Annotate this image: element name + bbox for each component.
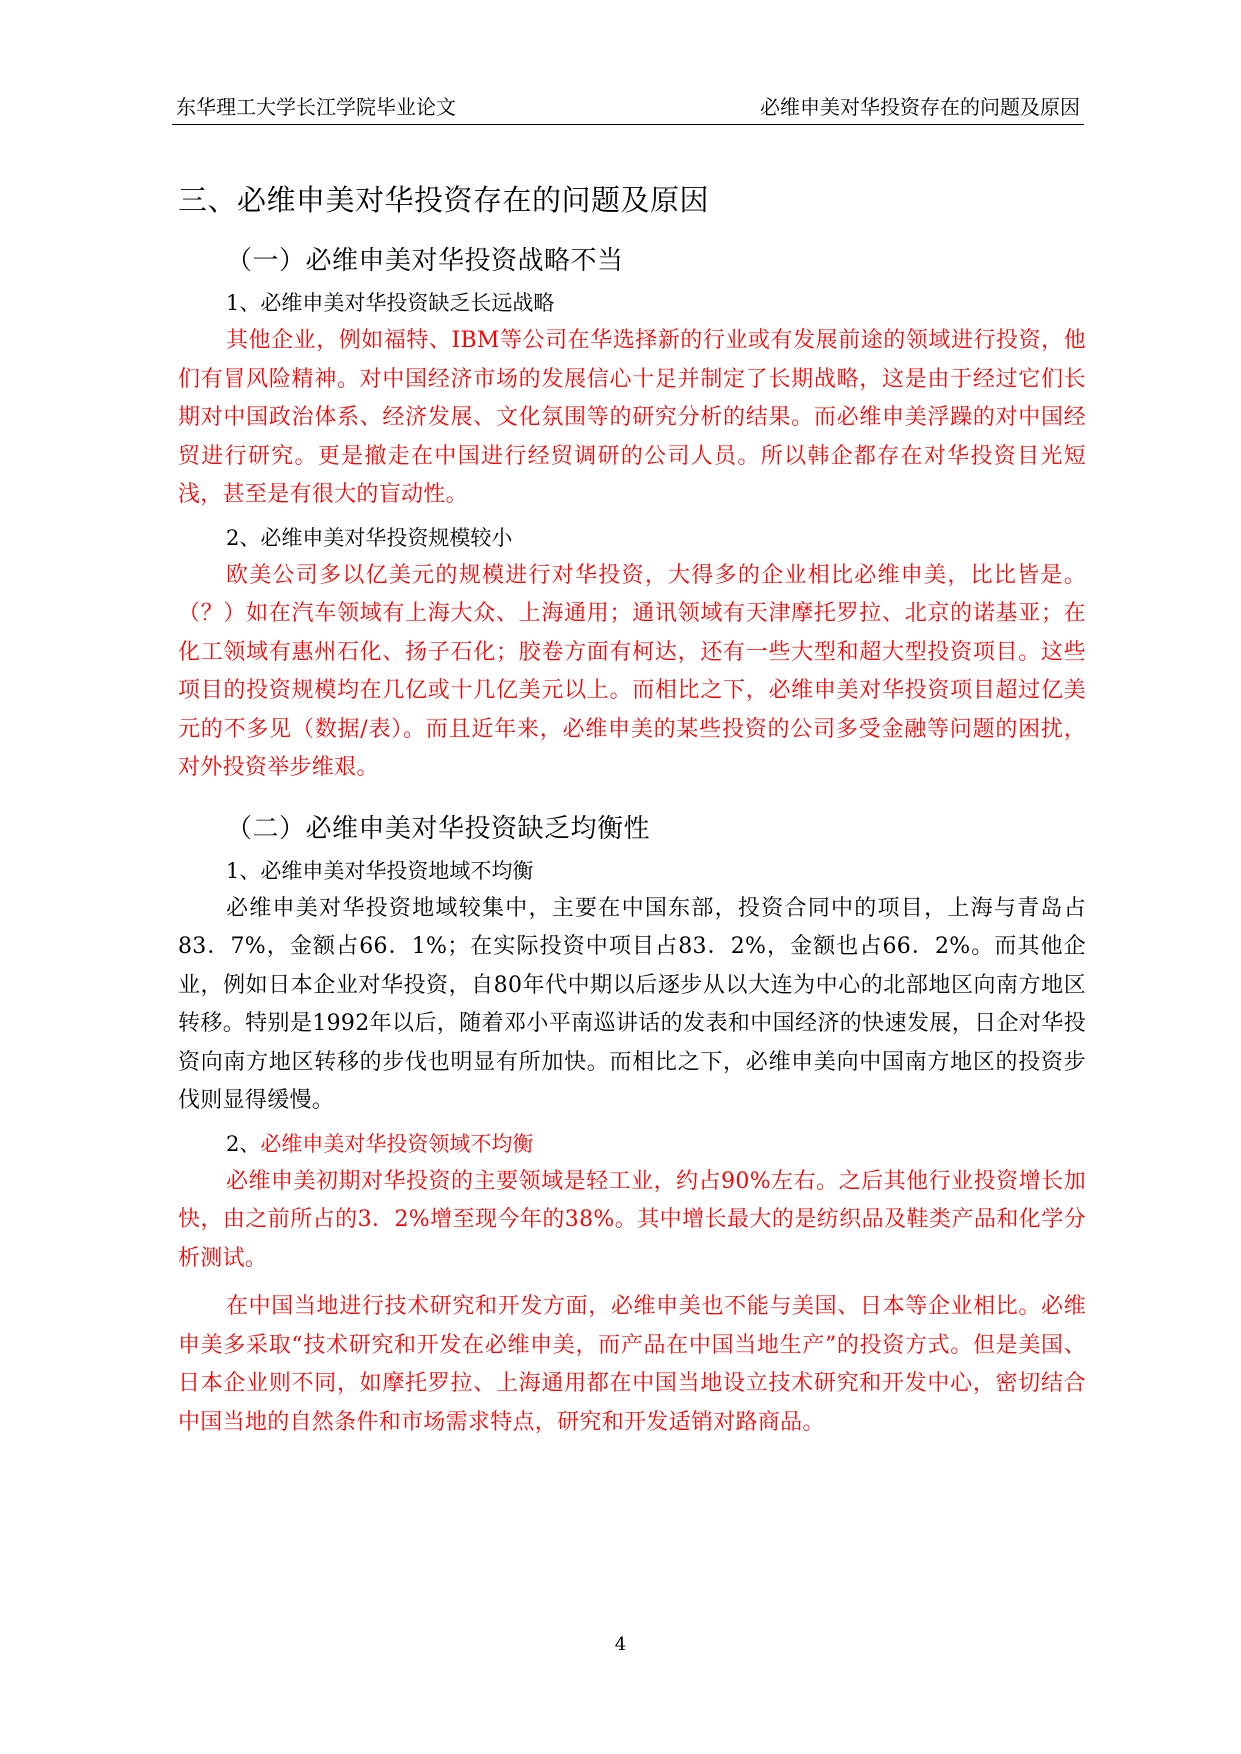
paragraph-2-1: 必维申美对华投资地域较集中，主要在中国东部，投资合同中的项目，上海与青岛占83．7%，金额占66．1%；在实际投资中项目占83．2%，金额也占66．2%。而其他企业，例如日本企业对华投资，自80年代中期以后逐步从以大连为中心的北部地区向南方地区转移。特别是1992年以后，随着邓小平南巡讲话的发表和中国经济的快速发展，日企对华投资向南方地区转移的步伐也明显有所加快。而相比之下，必维申美向中国南方地区的投资步伐则显得缓慢。 (178, 895, 1086, 1113)
paragraph-1-1: 其他企业，例如福特、IBM等公司在华选择新的行业或有发展前途的领域进行投资，他们有冒风险精神。对中国经济市场的发展信心十足并制定了长期战略，这是由于经过它们长期对中国政治体系、经济发展、文化氛围等的研究分析的结果。而必维申美浮躁的对中国经贸进行研究。更是撤走在中国进行经贸调研的公司人员。所以韩企都存在对华投资目光短浅，甚至是有很大的盲动性。 (178, 328, 1086, 507)
item-title-2-2 (226, 1129, 1086, 1159)
subsection-title-2: （二）必维申美对华投资缺乏均衡性 (226, 813, 651, 844)
document-body (178, 170, 1086, 1442)
item-title-2-2-text: 必维申美对华投资领域不均衡 (260, 1131, 534, 1156)
item-title-2-1: 1、必维申美对华投资地域不均衡 (226, 858, 534, 883)
header-school-title: 东华理工大学长江学院毕业论文 (176, 95, 456, 119)
subsection-title-1: （一）必维申美对华投资战略不当 (226, 246, 624, 276)
header-chapter-title: 必维申美对华投资存在的问题及原因 (760, 95, 1080, 119)
page-header (172, 94, 1084, 125)
item-title-1-1: 1、必维申美对华投资缺乏长远战略 (226, 291, 555, 315)
page-number: 4 (614, 1634, 627, 1655)
paragraph-2-2: 必维申美初期对华投资的主要领域是轻工业，约占90%左右。之后其他行业投资增长加快，由之前所占的3．2%增至现今年的38%。其中增长最大的是纺织品及鞋类产品和化学分析测试。 (178, 1168, 1086, 1271)
item-title-1-2: 2、必维申美对华投资规模较小 (226, 525, 513, 550)
item-title-2-2-number: 2、 (226, 1131, 261, 1156)
section-title: 三、必维申美对华投资存在的问题及原因 (178, 183, 710, 217)
paragraph-1-2: 欧美公司多以亿美元的规模进行对华投资，大得多的企业相比必维申美，比比皆是。（？）如在汽车领域有上海大众、上海通用；通讯领域有天津摩托罗拉、北京的诺基亚；在化工领域有惠州石化、扬子石化；胶卷方面有柯达，还有一些大型和超大型投资项目。这些项目的投资规模均在几亿或十几亿美元以上。而相比之下，必维申美对华投资项目超过亿美元的不多见（数据/表）。而且近年来，必维申美的某些投资的公司多受金融等问题的困扰，对外投资举步维艰。 (178, 562, 1086, 780)
paragraph-2-3: 在中国当地进行技术研究和开发方面，必维申美也不能与美国、日本等企业相比。必维申美多采取“技术研究和开发在必维申美，而产品在中国当地生产”的投资方式。但是美国、日本企业则不同，如摩托罗拉、上海通用都在中国当地设立技术研究和开发中心，密切结合中国当地的自然条件和市场需求特点，研究和开发适销对路商品。 (178, 1294, 1086, 1435)
